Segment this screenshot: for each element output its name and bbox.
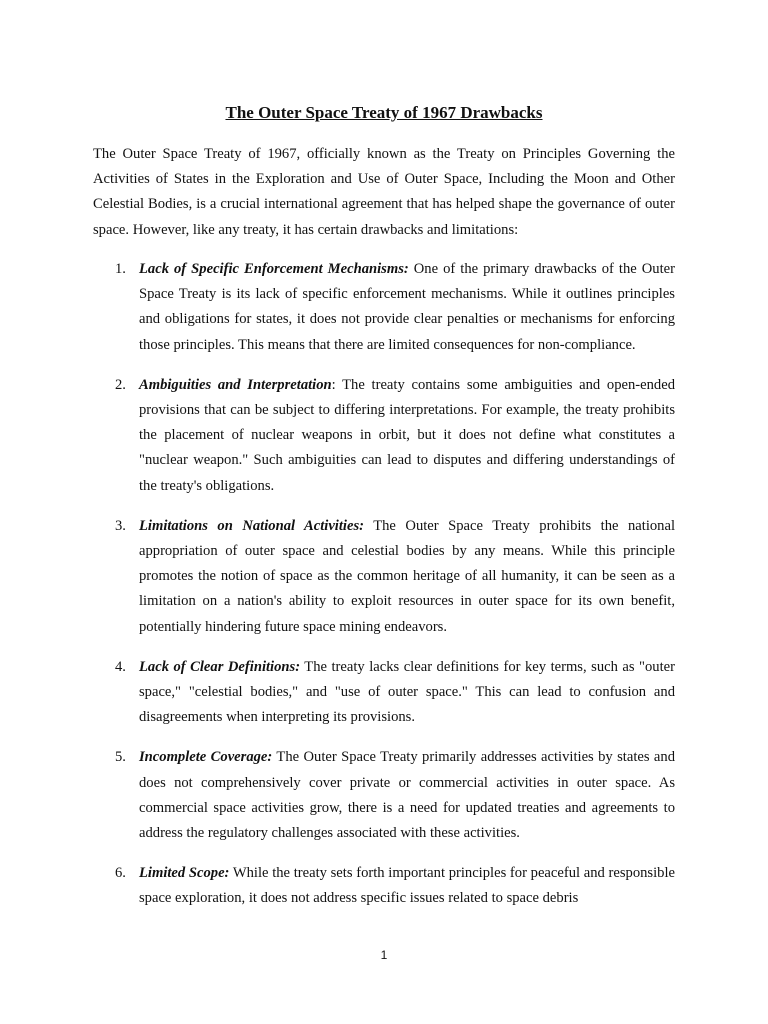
list-item-term: Lack of Clear Definitions:	[139, 658, 301, 675]
list-item-number: 5.	[115, 749, 126, 766]
list-item-number: 4.	[115, 658, 126, 675]
list-item	[93, 861, 675, 911]
list-item-number: 1.	[115, 261, 126, 277]
list-item-term: Lack of Specific Enforcement Mechanisms:	[139, 261, 409, 277]
intro-paragraph: The Outer Space Treaty of 1967, officially known as the Treaty on Principles Governing the Activities of States in the Exploration and Use of Outer Space, Including the Moon and Other Celestial Bodies, is a crucial international agreement that has helped shape the governance of outer space. However, like any treaty, it has certain drawbacks and limitations:	[93, 146, 675, 238]
list-item-body	[139, 373, 675, 499]
list-item-text: : The treaty contains some ambiguities and open-ended provisions that can be subject to differing interpretations. For example, the treaty prohibits the placement of nuclear weapons in orbit, but it does not define what constitutes a "nuclear weapon." Such ambiguities can lead to disputes and differing understandings of the treaty's obligations.	[139, 376, 675, 494]
list-item-body	[139, 745, 675, 846]
list-item	[93, 257, 675, 358]
list-item-text: The Outer Space Treaty prohibits the national appropriation of outer space and celestial bodies by any means. While this principle promotes the notion of space as the common heritage of all humanity, it can be seen as a limitation on a nation's ability to exploit resources in outer space for its own benefit, potentially hindering future space mining endeavors.	[139, 517, 675, 635]
list-item-text: While the treaty sets forth important principles for peaceful and responsible space exploration, it does not address specific issues related to space debris	[139, 865, 675, 907]
list-item-body	[139, 257, 675, 358]
list-item-text: One of the primary drawbacks of the Outer Space Treaty is its lack of specific enforcement mechanisms. While it outlines principles and obligations for states, it does not provide clear penalties or mechanisms for enforcing those principles. This means that there are limited consequences for non-compliance.	[139, 261, 675, 353]
list-item-number: 2.	[115, 376, 126, 393]
list-item-term: Limitations on National Activities:	[139, 517, 364, 534]
list-item	[93, 745, 675, 846]
document-title: The Outer Space Treaty of 1967 Drawbacks	[225, 103, 543, 122]
list-item	[93, 514, 675, 640]
list-item-text: The Outer Space Treaty primarily addresses activities by states and does not comprehensively cover private or commercial activities in outer space. As commercial space activities grow, there is a need for updated treaties and agreements to address the regulatory challenges associated with these activities.	[139, 749, 675, 842]
list-item-term: Incomplete Coverage:	[139, 749, 273, 766]
list-item-body	[139, 655, 675, 731]
drawbacks-list	[93, 257, 675, 927]
list-item-term: Limited Scope:	[139, 865, 230, 882]
list-item-number: 6.	[115, 865, 126, 882]
list-item-body	[139, 514, 675, 640]
list-item	[93, 655, 675, 731]
list-item	[93, 373, 675, 499]
list-item-body	[139, 861, 675, 911]
list-item-text: The treaty lacks clear definitions for key terms, such as "outer space," "celestial bodies," and "use of outer space." This can lead to confusion and disagreements when interpreting its provisions.	[139, 658, 675, 726]
list-item-number: 3.	[115, 517, 126, 534]
page-number: 1	[380, 948, 388, 962]
list-item-term: Ambiguities and Interpretation	[139, 376, 332, 393]
